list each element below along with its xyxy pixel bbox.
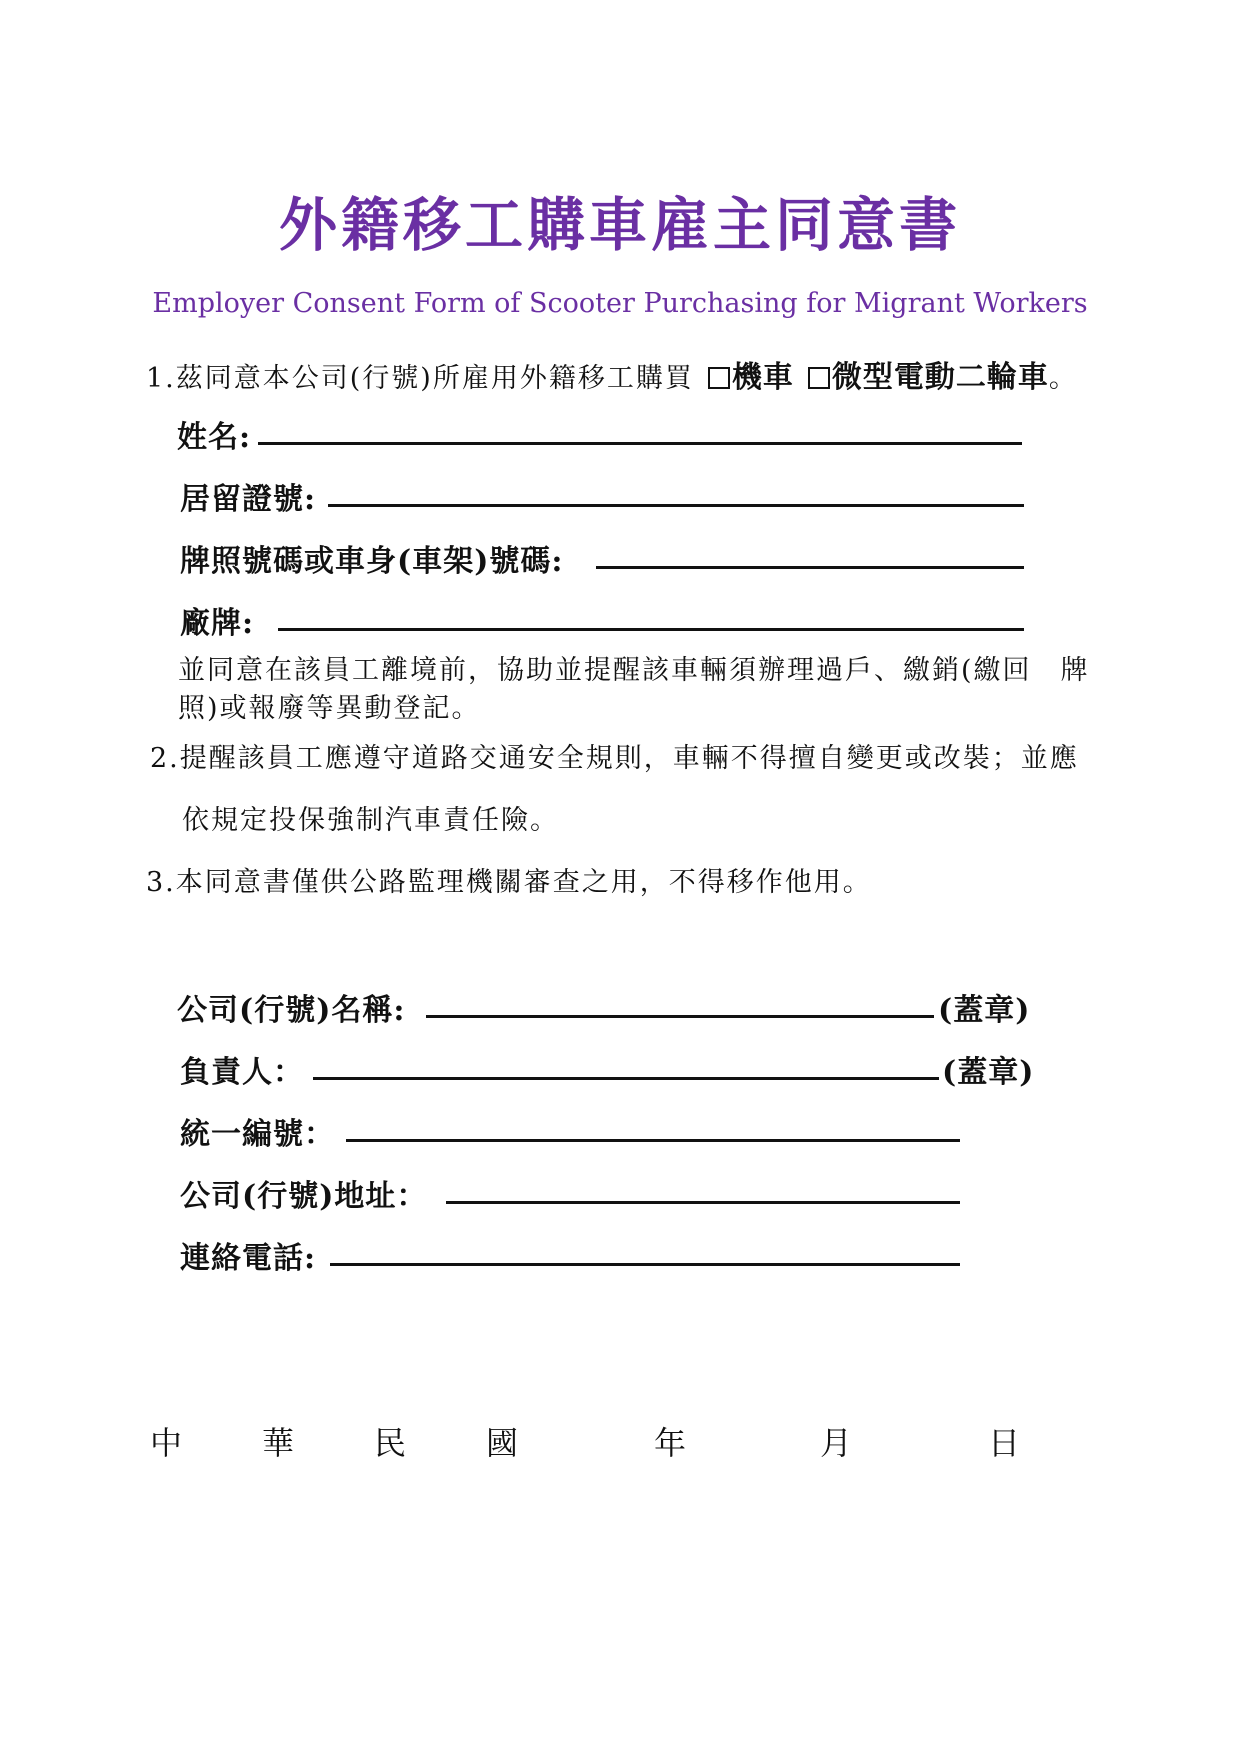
item-2-line-1: 2.提醒該員工應遵守道路交通安全規則，車輛不得擅自變更或改裝；並應 [150, 743, 1079, 774]
scooter-checkbox[interactable] [708, 367, 730, 389]
item-1-text: 1.茲同意本公司(行號)所雇用外籍移工購買 [146, 363, 694, 394]
brand-field[interactable] [278, 628, 1024, 631]
owner-field[interactable] [313, 1077, 939, 1080]
plate-number-label: 牌照號碼或車身(車架)號碼: [180, 544, 564, 579]
name-label: 姓名: [177, 420, 252, 455]
note-line-2: 照)或報廢等異動登記。 [178, 693, 481, 724]
residence-id-field[interactable] [328, 504, 1024, 507]
item-2-line-2: 依規定投保強制汽車責任險。 [182, 805, 559, 836]
item-1-suffix: 。 [1048, 363, 1078, 394]
e-bike-checkbox[interactable] [808, 367, 830, 389]
plate-number-field[interactable] [596, 566, 1024, 569]
tax-id-field[interactable] [346, 1139, 960, 1142]
company-name-label: 公司(行號)名稱: [177, 993, 406, 1028]
date-char-2: 華 [262, 1424, 295, 1462]
tax-id-label: 統一編號： [180, 1117, 335, 1152]
form-subtitle: Employer Consent Form of Scooter Purchasing for Migrant Workers [152, 288, 1088, 319]
address-field[interactable] [446, 1201, 960, 1204]
date-year: 年 [654, 1424, 687, 1462]
date-char-4: 國 [486, 1424, 519, 1462]
date-char-3: 民 [374, 1424, 407, 1462]
residence-id-label: 居留證號: [180, 482, 317, 517]
item-1 [146, 352, 1078, 396]
e-bike-option-label: 微型電動二輪車 [831, 360, 1049, 395]
company-name-field[interactable] [426, 1015, 934, 1018]
name-field[interactable] [258, 442, 1022, 445]
date-day: 日 [988, 1424, 1021, 1462]
company-seal-label: (蓋章) [938, 993, 1031, 1028]
brand-label: 廠牌: [180, 606, 255, 641]
date-char-1: 中 [150, 1424, 183, 1462]
phone-label: 連絡電話: [180, 1241, 317, 1276]
owner-seal-label: (蓋章) [942, 1055, 1035, 1090]
item-3: 3.本同意書僅供公路監理機關審查之用，不得移作他用。 [146, 867, 872, 898]
scooter-option-label: 機車 [731, 360, 794, 395]
address-label: 公司(行號)地址： [180, 1179, 428, 1214]
note-line-1: 並同意在該員工離境前，協助並提醒該車輛須辦理過戶、繳銷(繳回 牌 [178, 655, 1090, 686]
date-month: 月 [820, 1424, 853, 1462]
form-title: 外籍移工購車雇主同意書 [278, 191, 961, 259]
phone-field[interactable] [330, 1263, 960, 1266]
owner-label: 負責人： [180, 1055, 304, 1090]
